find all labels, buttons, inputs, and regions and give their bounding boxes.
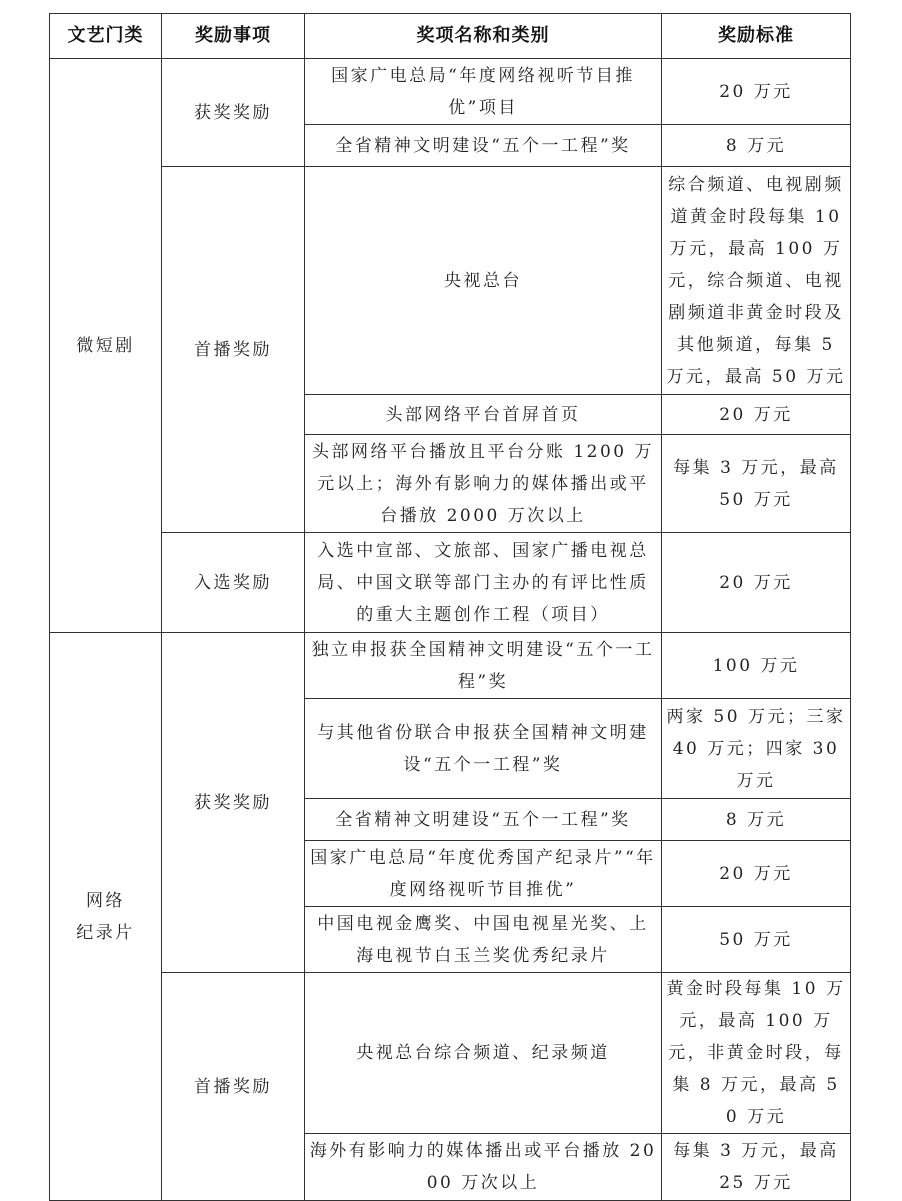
award-name-cell: 全省精神文明建设“五个一工程”奖 — [305, 125, 662, 167]
award-name-cell: 央视总台 — [305, 167, 662, 395]
award-name-cell: 头部网络平台播放且平台分账 1200 万元以上；海外有影响力的媒体播出或平台播放 2000 万次以上 — [305, 435, 662, 533]
reward-standard-cell: 20 万元 — [662, 395, 851, 435]
table-row — [50, 167, 851, 395]
header-category: 文艺门类 — [50, 14, 162, 59]
reward-standard-cell: 两家 50 万元；三家 40 万元；四家 30 万元 — [662, 699, 851, 799]
table-row — [50, 533, 851, 633]
reward-standard-cell: 50 万元 — [662, 907, 851, 973]
reward-standard-cell: 8 万元 — [662, 799, 851, 841]
type-award: 获奖奖励 — [162, 633, 305, 973]
category-online-documentary — [50, 633, 162, 1201]
category-line: 网络 — [86, 890, 125, 911]
award-name-cell: 央视总台综合频道、纪录频道 — [305, 973, 662, 1134]
award-name-cell: 国家广电总局“年度优秀国产纪录片”“年度网络视听节目推优” — [305, 841, 662, 907]
award-name-cell: 入选中宣部、文旅部、国家广播电视总局、中国文联等部门主办的有评比性质的重大主题创作工程（项目） — [305, 533, 662, 633]
type-selection: 入选奖励 — [162, 533, 305, 633]
reward-standard-cell: 20 万元 — [662, 533, 851, 633]
header-award-name: 奖项名称和类别 — [305, 14, 662, 59]
reward-standard-cell: 每集 3 万元，最高 50 万元 — [662, 435, 851, 533]
table-row — [50, 59, 851, 125]
category-line: 纪录片 — [76, 922, 135, 943]
award-name-cell: 头部网络平台首屏首页 — [305, 395, 662, 435]
header-standard: 奖励标准 — [662, 14, 851, 59]
reward-standard-cell: 每集 3 万元，最高 25 万元 — [662, 1134, 851, 1201]
reward-standard-cell: 综合频道、电视剧频道黄金时段每集 10 万元，最高 100 万元，综合频道、电视剧频道非黄金时段及其他频道，每集 5 万元，最高 50 万元 — [662, 167, 851, 395]
header-reward-type: 奖励事项 — [162, 14, 305, 59]
table-header-row — [50, 14, 851, 59]
reward-standards-table — [49, 13, 851, 1201]
category-micro-drama: 微短剧 — [50, 59, 162, 633]
reward-standard-cell: 20 万元 — [662, 59, 851, 125]
reward-standard-cell: 黄金时段每集 10 万元，最高 100 万元，非黄金时段，每集 8 万元，最高 50 万元 — [662, 973, 851, 1134]
award-name-cell: 与其他省份联合申报获全国精神文明建设“五个一工程”奖 — [305, 699, 662, 799]
award-name-cell: 独立申报获全国精神文明建设“五个一工程”奖 — [305, 633, 662, 699]
type-award: 获奖奖励 — [162, 59, 305, 167]
reward-standard-cell: 20 万元 — [662, 841, 851, 907]
reward-standard-cell: 8 万元 — [662, 125, 851, 167]
award-name-cell: 国家广电总局“年度网络视听节目推优”项目 — [305, 59, 662, 125]
type-premiere: 首播奖励 — [162, 167, 305, 533]
type-premiere: 首播奖励 — [162, 973, 305, 1201]
table-row — [50, 633, 851, 699]
table-row — [50, 973, 851, 1134]
award-name-cell: 中国电视金鹰奖、中国电视星光奖、上海电视节白玉兰奖优秀纪录片 — [305, 907, 662, 973]
reward-standard-cell: 100 万元 — [662, 633, 851, 699]
award-name-cell: 全省精神文明建设“五个一工程”奖 — [305, 799, 662, 841]
award-name-cell: 海外有影响力的媒体播出或平台播放 2000 万次以上 — [305, 1134, 662, 1201]
